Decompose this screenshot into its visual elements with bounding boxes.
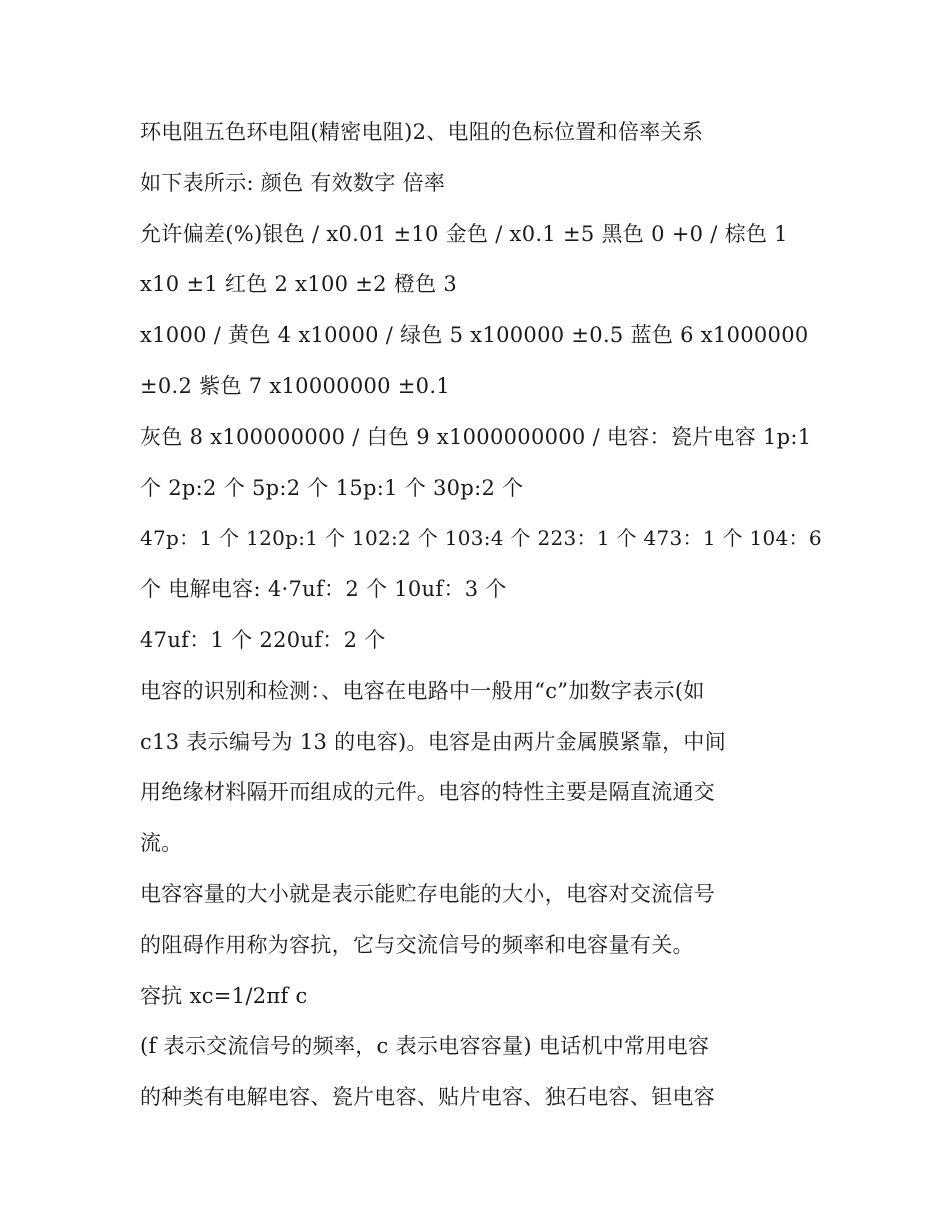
text-line: 允许偏差(%)银色 / x0.01 ±10 金色 / x0.1 ±5 黑色 0 +0 / 棕色 1 [140, 221, 788, 246]
text-line: 灰色 8 x100000000 / 白色 9 x1000000000 / 电容：瓷片电容 1p:1 [140, 424, 812, 449]
text-line: 个 电解电容: 4·7uf：2 个 10uf：3 个 [140, 577, 507, 602]
text-line: x1000 / 黄色 4 x10000 / 绿色 5 x100000 ±0.5 蓝色 6 x1000000 [140, 323, 809, 348]
text-line: 用绝缘材料隔开而组成的元件。电容的特性主要是隔直流通交 [140, 780, 716, 805]
text-line: 的种类有电解电容、瓷片电容、贴片电容、独石电容、钽电容 [140, 1085, 716, 1110]
text-line: c13 表示编号为 13 的电容)。电容是由两片金属膜紧靠，中间 [140, 729, 727, 754]
text-line: 47p：1 个 120p:1 个 102:2 个 103:4 个 223：1 个 473：1 个 104：6 [140, 526, 822, 551]
text-line: 的阻碍作用称为容抗，它与交流信号的频率和电容量有关。 [140, 932, 694, 957]
text-line: 环电阻五色环电阻(精密电阻)2、电阻的色标位置和倍率关系 [140, 120, 704, 144]
text-line: 电容的识别和检测：、电容在电路中一般用“c”加数字表示(如 [140, 678, 705, 703]
text-line: 电容容量的大小就是表示能贮存电能的大小，电容对交流信号 [140, 881, 716, 906]
text-line: ±0.2 紫色 7 x10000000 ±0.1 [140, 373, 450, 398]
text-line: 容抗 xc=1/2πf c [140, 983, 308, 1008]
document-body [140, 107, 830, 1123]
text-line: x10 ±1 红色 2 x100 ±2 橙色 3 [140, 272, 458, 297]
text-line: 流。 [140, 831, 183, 856]
text-line: 47uf：1 个 220uf：2 个 [140, 627, 386, 652]
text-line: 如下表所示: 颜色 有效数字 倍率 [140, 170, 446, 195]
text-line: (f 表示交流信号的频率，c 表示电容容量) 电话机中常用电容 [140, 1034, 710, 1059]
text-line: 个 2p:2 个 5p:2 个 15p:1 个 30p:2 个 [140, 475, 524, 500]
